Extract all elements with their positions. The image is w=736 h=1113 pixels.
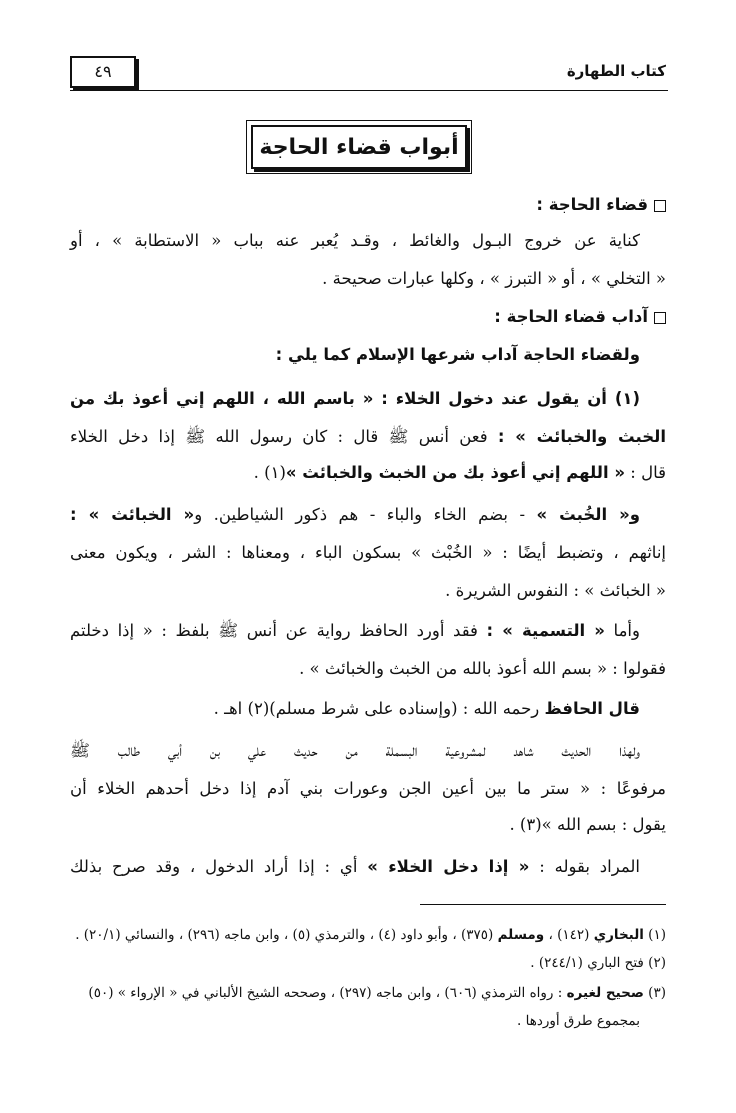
paragraph-line: كناية عن خروج البـول والغائط ، وقـد يُعبر عنه بباب « الاستطابة » ، أو: [70, 231, 640, 250]
paragraph-line: (١) أن يقول عند دخول الخلاء : « باسم الله ، اللهم إني أعوذ بك من: [70, 389, 640, 408]
paragraph-line: ولقضاء الحاجة آداب شرعها الإسلام كما يلي :: [275, 345, 640, 364]
header-rule: [70, 90, 668, 91]
paragraph-line: قال : « اللهم إني أعوذ بك من الخبث والخبائث »(١) .: [253, 463, 666, 482]
chapter-title: أبواب قضاء الحاجة: [251, 125, 467, 169]
paragraph-line: وأما « التسمية » : فقد أورد الحافظ رواية عن أنس ﷺ بلفظ : « إذا دخلتم: [70, 621, 640, 640]
footnote-1: (١) البخاري (١٤٢) ، ومسلم (٣٧٥) ، وأبو داود (٤) ، والترمذي (٥) ، وابن ماجه (٢٩٦) ، والنسائي (٢٠/١) .: [75, 927, 666, 943]
square-bullet-icon: [654, 312, 666, 324]
paragraph-line: إناثهم ، وتضبط أيضًا : « الخُبْث » بسكون الباء ، ومعناها : الشر ، ويكون معنى: [70, 543, 666, 562]
running-header-title: كتاب الطهارة: [566, 62, 666, 80]
paragraph-line: قال الحافظ رحمه الله : (وإسناده على شرط مسلم)(٢) اهـ .: [213, 699, 640, 718]
paragraph-line: المراد بقوله : « إذا دخل الخلاء » أي : إذا أراد الدخول ، وقد صرح بذلك: [70, 857, 640, 876]
section-heading-1: قضاء الحاجة :: [70, 190, 666, 220]
paragraph-line: يقول : بسم الله »(٣) .: [509, 815, 666, 834]
paragraph-line: و« الخُبث » - بضم الخاء والباء - هم ذكور الشياطين. و« الخبائث » :: [70, 505, 640, 524]
page-number: ٤٩: [94, 62, 112, 81]
paragraph-line: مرفوعًا : « ستر ما بين أعين الجن وعورات بني آدم إذا دخل أحدهم الخلاء أن: [70, 779, 666, 798]
section-heading-2: آداب قضاء الحاجة :: [70, 302, 666, 332]
square-bullet-icon: [654, 200, 666, 212]
chapter-title-frame: [246, 120, 472, 174]
paragraph-line: ولهذا الحديث شاهد لمشروعية البسملة من حديث علي بن أبي طالب ﷺ: [70, 741, 640, 760]
footnote-3-continued: بمجموع طرق أوردها .: [517, 1013, 640, 1029]
paragraph-line: الخبث والخبائث » : فعن أنس ﷺ قال : كان رسول الله ﷺ إذا دخل الخلاء: [70, 427, 666, 446]
paragraph-line: فقولوا : « بسم الله أعوذ بالله من الخبث والخبائث » .: [299, 659, 666, 678]
footnote-rule: [420, 904, 666, 905]
footnote-3: (٣) صحيح لغيره : رواه الترمذي (٦٠٦) ، وابن ماجه (٢٩٧) ، وصححه الشيخ الألباني في « الإرواء » (٥٠): [88, 985, 666, 1001]
footnote-2: (٢) فتح الباري (٢٤٤/١) .: [530, 955, 666, 971]
paragraph-line: « الخبائث » : النفوس الشريرة .: [445, 581, 666, 600]
page-number-box: [70, 56, 136, 88]
paragraph-line: « التخلي » ، أو « التبرز » ، وكلها عبارات صحيحة .: [322, 269, 666, 288]
